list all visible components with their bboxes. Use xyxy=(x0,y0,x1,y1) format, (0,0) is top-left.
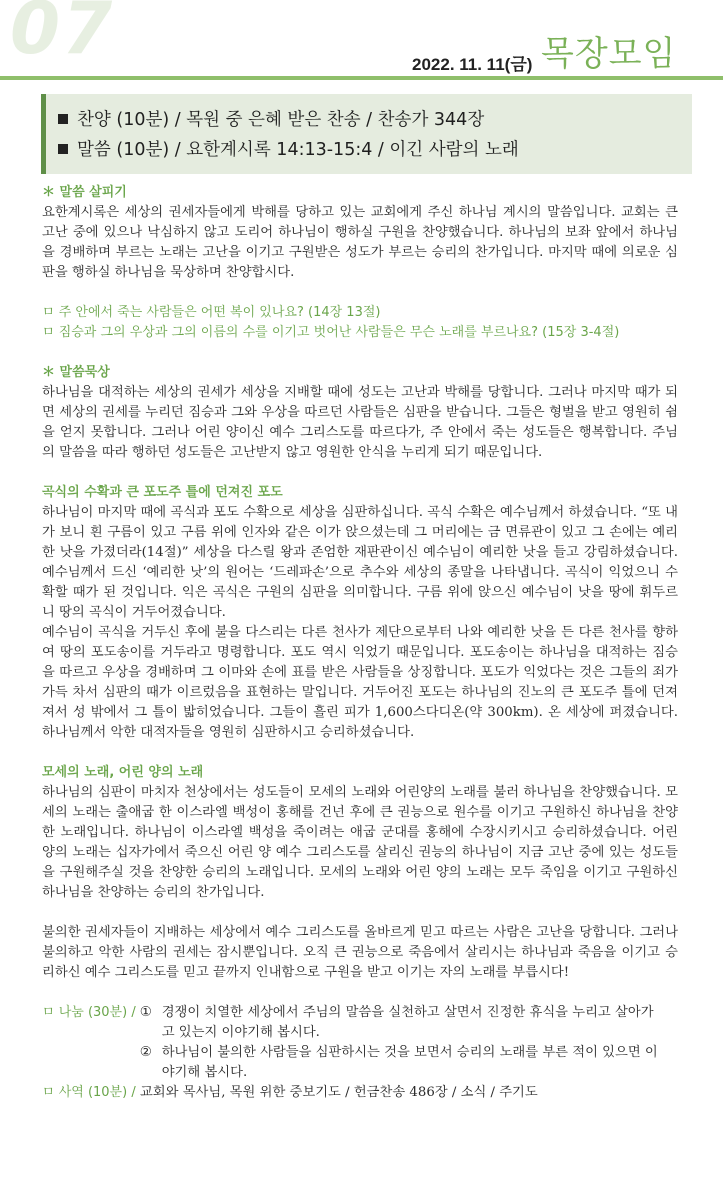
header-divider xyxy=(0,76,723,80)
agenda-praise-text: 찬양 (10분) / 목원 중 은혜 받은 찬송 / 찬송가 344장 xyxy=(77,110,485,130)
harvest-paragraph-2: 예수님이 곡식을 거두신 후에 불을 다스리는 다른 천사가 제단으로부터 나와 예리한 낫을 든 다른 천사를 향하여 땅의 포도송이를 거두라고 명령합니다. 포도 역시 익었기 때문입니다. 포도송이는 하나님을 대적하는 짐승을 따르고 우상을 경배하며 그 이마와 손에 표를 받은 사람들을 상징합니다. 포도가 익었다는 것은 그들의 죄가 가득 차서 심판의 때가 이르렀음을 표현하는 말입니다. 거두어진 포도는 하나님의 진노의 큰 포도주 틀에 던져져서 성 밖에서 그 틀이 밟히었습니다. 그들이 흘린 피가 1,600스다디온(약 300km). 온 세상에 퍼졌습니다. 하나님께서 악한 대적자들을 영원히 심판하시고 승리하셨습니다. xyxy=(42,625,678,740)
meditation-paragraph: 하나님을 대적하는 세상의 권세가 세상을 지배할 때에 성도는 고난과 박해를 당합니다. 그러나 마지막 때가 되면 세상의 권세를 누리던 짐승과 그와 우상을 따르던 사람들은 심판을 받습니다. 그들은 형벌을 받고 영원히 쉼을 얻지 못합니다. 그러나 어린 양이신 예수 그리스도를 따르다가, 주 안에서 죽는 성도들은 행복합니다. 주님의 말씀을 따라 행하던 성도들은 고난받지 않고 영원한 안식을 누리게 되기 때문입니다. xyxy=(42,385,678,460)
agenda-word xyxy=(58,135,692,165)
song-paragraph-1: 하나님의 심판이 마치자 천상에서는 성도들이 모세의 노래와 어린양의 노래를 불러 하나님을 찬양했습니다. 모세의 노래는 출애굽 한 이스라엘 백성이 홍해를 건넌 후에 큰 권능으로 원수를 이기고 구원하신 하나님을 찬양한 노래입니다. 하나님이 이스라엘 백성을 죽이려는 애굽 군대를 홍해에 수장시키시고 승리하셨습니다. 어린 양의 노래는 십자가에서 죽으신 어린 양 예수 그리스도를 살리신 권능의 하나님이 지금 고난 중에 있는 성도들을 구원해주실 것을 찬양한 승리의 노래입니다. 모세의 노래와 어린 양의 노래는 모두 죽임을 이기고 구원하신 하나님을 찬양하는 승리의 찬가입니다. xyxy=(42,785,678,900)
intro-heading: ＊ 말씀 살피기 xyxy=(42,185,127,200)
harvest-heading: 곡식의 수확과 큰 포도주 틀에 던져진 포도 xyxy=(42,485,283,500)
page-number: 07 xyxy=(10,0,115,70)
harvest-paragraph-1: 하나님이 마지막 때에 곡식과 포도 수확으로 세상을 심판하십니다. 곡식 수확은 예수님께서 하셨습니다. “또 내가 보니 흰 구름이 있고 구름 위에 인자와 같은 이가 앉으셨는데 그 머리에는 금 면류관이 있고 그 손에는 예리한 낫을 가졌더라(14절)” 세상을 다스릴 왕과 존엄한 재판관이신 예수님이 예리한 낫을 들고 강림하셨습니다. 예수님께서 드신 ‘예리한 낫’의 원어는 ‘드레파손’으로 추수와 세상의 종말을 나타냅니다. 곡식이 익었으니 수확할 때가 된 것입니다. 익은 곡식은 구원의 심판을 의미합니다. 구름 위에 앉으신 예수님이 낫을 땅에 휘두르니 땅의 곡식이 거두어졌습니다. xyxy=(42,505,678,620)
sharing-item-text: 하나님이 불의한 사람들을 심판하시는 것을 보면서 승리의 노래를 부른 적이 있으면 이야기해 봅시다. xyxy=(161,1045,658,1080)
sharing-items xyxy=(140,1003,660,1083)
square-bullet-icon xyxy=(58,144,68,154)
sharing-item-2 xyxy=(140,1043,660,1083)
song-heading: 모세의 노래, 어린 양의 노래 xyxy=(42,765,204,780)
square-bullet-icon xyxy=(58,114,68,124)
meeting-date: 2022. 11. 11(금) xyxy=(412,55,533,74)
agenda-box xyxy=(41,94,692,174)
ministry-label: ㅁ 사역 (10분) / xyxy=(42,1085,136,1100)
ministry-section xyxy=(42,1083,678,1103)
question-1: ㅁ 주 안에서 죽는 사람들은 어떤 복이 있나요? (14장 13절) xyxy=(42,305,381,320)
intro-paragraph: 요한계시록은 세상의 권세자들에게 박해를 당하고 있는 교회에게 주신 하나님 계시의 말씀입니다. 교회는 큰 고난 중에 있으나 낙심하지 않고 도리어 하나님이 행하실 구원을 찬양했습니다. 하나님의 보좌 앞에서 하나님을 경배하며 부르는 노래는 고난을 이기고 구원받은 성도가 부르는 승리의 찬가입니다. 마지막 때에 의로운 심판을 행하실 하나님을 묵상하며 찬양합시다. xyxy=(42,205,678,280)
sharing-section xyxy=(42,1003,678,1083)
page-title: 목장모임 xyxy=(541,34,677,74)
sharing-label: ㅁ 나눔 (30분) / xyxy=(42,1005,136,1020)
meditation-heading: ＊ 말씀묵상 xyxy=(42,365,110,380)
sharing-item-number: ② xyxy=(139,1045,152,1060)
song-paragraph-2: 불의한 권세자들이 지배하는 세상에서 예수 그리스도를 올바르게 믿고 따르는 사람은 고난을 당합니다. 그러나 불의하고 악한 사람의 권세는 잠시뿐입니다. 오직 큰 권능으로 죽음에서 살리시는 하나님과 죽음을 이기고 승리하신 예수 그리스도를 믿고 끝까지 인내함으로 구원을 받고 이기는 자의 노래를 부릅시다! xyxy=(42,925,678,980)
sharing-item-1 xyxy=(140,1003,660,1043)
agenda-praise xyxy=(58,105,692,135)
agenda-word-text: 말씀 (10분) / 요한계시록 14:13-15:4 / 이긴 사람의 노래 xyxy=(77,140,519,160)
main-content xyxy=(42,183,678,1103)
ministry-text: 교회와 목사님, 목원 위한 중보기도 / 헌금찬송 486장 / 소식 / 주기도 xyxy=(139,1085,538,1100)
question-2: ㅁ 짐승과 그의 우상과 그의 이름의 수를 이기고 벗어난 사람들은 무슨 노래를 부르나요? (15장 3-4절) xyxy=(42,325,620,340)
sharing-item-text: 경쟁이 치열한 세상에서 주님의 말씀을 실천하고 살면서 진정한 휴식을 누리고 살아가고 있는지 이야기해 봅시다. xyxy=(161,1005,654,1040)
sharing-item-number: ① xyxy=(139,1005,152,1020)
